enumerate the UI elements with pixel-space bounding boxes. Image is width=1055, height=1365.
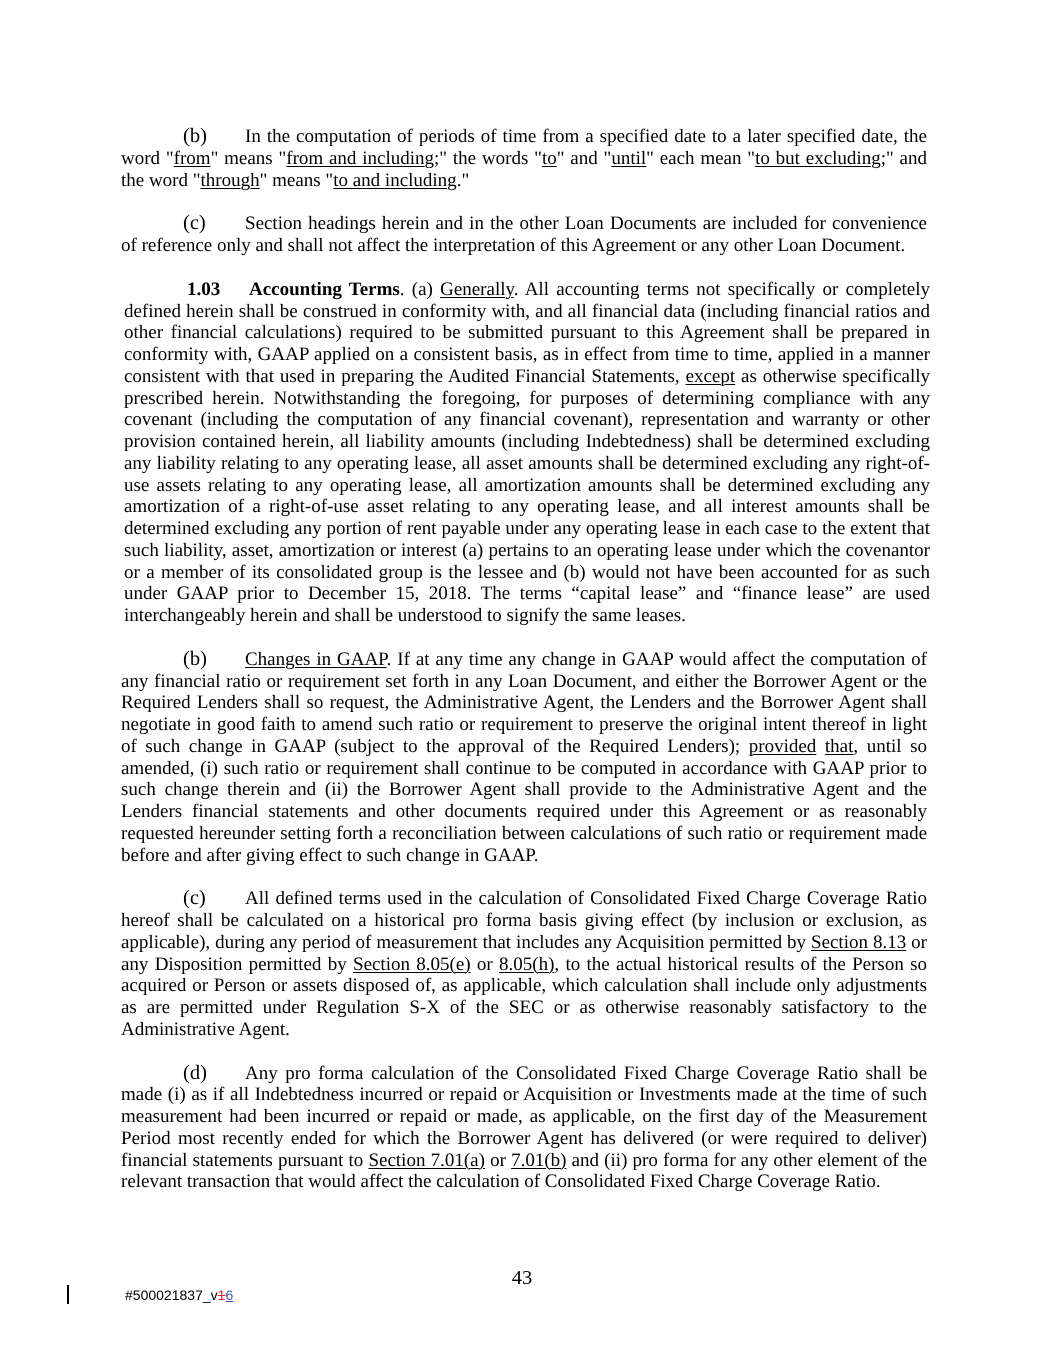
text-run: . All accounting terms not specifically or completely defined herein shall be construed in conformity with, and all financial data (including financial ratios and other financial calculations) required to be submitted pursuant to this Agreement shall be prepared in conformity with, GAAP applied on a consistent basis, as in effect from time to time, applied in a manner consistent with that used in preparing the Audited Financial Statements,: [124, 278, 930, 387]
underlined-text: to but excluding: [755, 147, 881, 169]
section-text: [124, 279, 930, 626]
text-run: and (ii) pro forma for any other element of the relevant transaction that would affect the calculation of Consolidated Fixed Charge Coverage Ratio.: [121, 1149, 928, 1193]
underlined-text: to and including: [333, 169, 457, 191]
text-run: , to the actual historical results of the Person so acquired or Person or assets disposed of, as applicable, which calculation shall include only adjustments as are permitted under Regulation S-X of the SEC or as otherwise reasonably satisfactory to the Administrative Agent.: [121, 953, 927, 1040]
clause-d-pro-forma-calculation: [121, 1063, 927, 1194]
underlined-text: from and including: [286, 147, 435, 169]
underlined-text: provided: [748, 735, 817, 757]
text-run: , until so amended, (i) such ratio or requirement shall continue to be computed in accordance with GAAP prior to such change therein and (ii) the Borrower Agent shall provide to the Administrative Agent and the Lenders financial statements and other documents required under this Agreement or as reasonably requested hereunder setting forth a reconciliation between calculations of such ratio or requirement made before and after giving effect to such change in GAAP.: [121, 735, 928, 866]
text-run: " means ": [210, 147, 287, 169]
section-heading: Accounting Terms: [249, 278, 400, 300]
text-run: . If at any time any change in GAAP would affect the computation of any financial ratio or requirement set forth in any Loan Document, and either the Borrower Agent or the Required Lenders shall so request, the Administrative Agent, the Lenders and the Borrower Agent shall negotiate in good faith to amend such ratio or requirement to preserve the original intent thereof in light of such change in GAAP (subject to the approval of the Required Lenders);: [121, 648, 927, 757]
document-body: [121, 125, 931, 1215]
text-run: [816, 736, 825, 757]
clause-text: [121, 888, 927, 1040]
text-run: " each mean ": [646, 147, 756, 169]
document-id-text: #500021837_v: [125, 1287, 218, 1303]
underlined-text: except: [685, 365, 736, 387]
underlined-text: that: [824, 735, 854, 757]
inserted-version-digit: 6: [225, 1287, 234, 1303]
clause-label: (b): [183, 647, 207, 670]
text-run: Any pro forma calculation of the Consolidated Fixed Charge Coverage Ratio shall be made (i) as if all Indebtedness incurred or repaid or Acquisition or Investments made at the time of such measurement had been incurred or repaid or made, as applicable, on the first day of the Measurement Period most recently ended for which the Borrower Agent has delivered (or were required to deliver) financial statements pursuant to: [121, 1062, 927, 1171]
page-number: 43: [511, 1267, 533, 1289]
text-run: as otherwise specifically prescribed herein. Notwithstanding the foregoing, for purposes of determining compliance with any covenant (including the computation of any financial covenant), representation and warranty or other provision contained herein, all liability amounts (including Indebtedness) shall be determined excluding any liability relating to any operating lease, all asset amounts shall be determined excluding any right-of-use assets relating to any operating lease, all amortization amounts shall be determined excluding any amortization of a right-of-use asset relating to any operating lease, and all interest amounts shall be determined excluding any portion of rent payable under any operating lease in each case to the extent that such liability, asset, amortization or interest (a) pertains to an operating lease under which the covenantor or a member of its consolidated group is the lessee and (b) would not have been accounted for as such under GAAP prior to December 15, 2018. The terms “capital lease” and “finance lease” are used interchangeably herein and shall be understood to signify the same leases.: [124, 365, 931, 626]
text-run: Section headings herein and in the other Loan Documents are included for convenience of reference only and shall not affect the interpretation of this Agreement or any other Loan Document.: [121, 213, 927, 256]
section-number: 1.03: [187, 278, 221, 300]
text-run: .": [456, 169, 470, 191]
underlined-text: Changes in GAAP: [245, 648, 387, 670]
clause-text: [121, 649, 927, 866]
clause-b-time-periods: [121, 126, 927, 191]
text-run: . (a): [399, 278, 441, 300]
text-run: All defined terms used in the calculation of Consolidated Fixed Charge Coverage Ratio hereof shall be calculated on a historical pro forma basis giving effect (by inclusion or exclusion, as applicable), during any period of measurement that includes any Acquisition permitted by: [121, 888, 927, 953]
clause-label: (b): [183, 125, 207, 147]
clause-label: (c): [183, 887, 206, 910]
underlined-text: Section 8.13: [811, 931, 907, 953]
text-run: or: [470, 953, 499, 975]
underlined-text: 7.01(b): [511, 1149, 567, 1171]
clause-b-changes-in-gaap: [121, 649, 927, 867]
text-run: or any Disposition permitted by: [121, 931, 927, 975]
underlined-text: to: [541, 147, 557, 169]
document-id-footer: [125, 1287, 233, 1303]
text-run: or: [484, 1149, 512, 1171]
underlined-text: 8.05(h): [499, 953, 555, 975]
text-run: " means ": [259, 169, 334, 191]
underlined-text: Section 7.01(a): [368, 1149, 485, 1171]
text-run: In the computation of periods of time from a specified date to a later specified date, the word ": [121, 126, 927, 169]
clause-label: (d): [183, 1061, 207, 1084]
underlined-text: from: [173, 147, 211, 169]
underlined-text: Generally: [440, 278, 514, 300]
clause-c-section-headings: [121, 213, 927, 257]
underlined-text: Section 8.05(e): [353, 953, 471, 975]
underlined-text: through: [200, 169, 260, 191]
deleted-version-digit: 1: [217, 1287, 226, 1303]
revision-change-bar: [67, 1285, 69, 1304]
section-1-03-accounting-terms: [124, 279, 930, 627]
clause-label: (c): [183, 212, 206, 235]
underlined-text: until: [611, 147, 647, 169]
clause-c-pro-forma-basis: [121, 888, 927, 1040]
text-run: ;" the words ": [434, 147, 542, 169]
text-run: ;" and the word ": [121, 147, 927, 191]
text-run: " and ": [556, 147, 612, 169]
